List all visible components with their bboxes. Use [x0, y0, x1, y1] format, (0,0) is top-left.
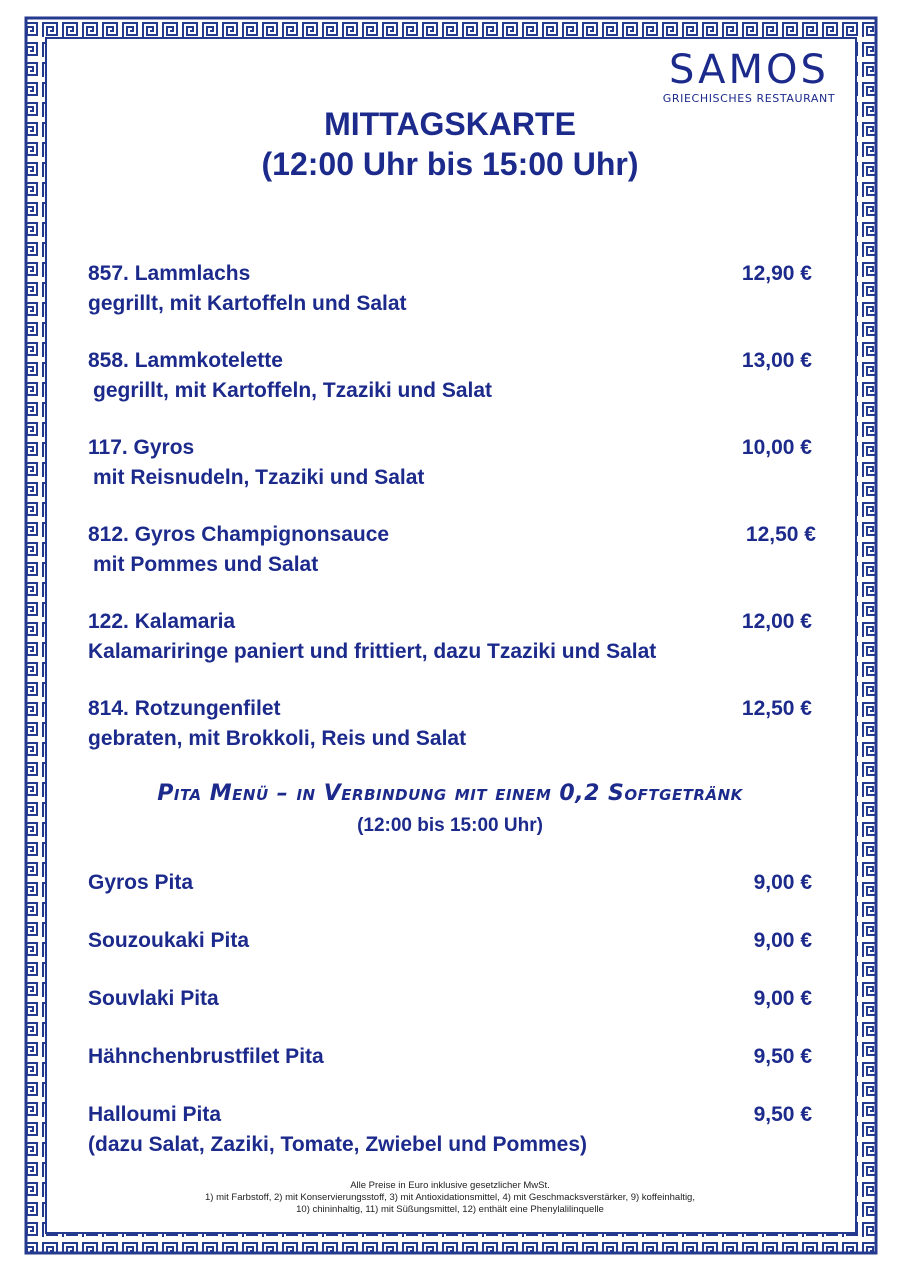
title-line-2: (12:00 Uhr bis 15:00 Uhr) — [261, 146, 639, 182]
item-name: 122. Kalamaria — [88, 610, 236, 633]
item-name: Gyros Pita — [88, 871, 194, 894]
pita-item — [88, 869, 812, 897]
restaurant-logo — [644, 48, 854, 105]
item-name: 858. Lammkotelette — [88, 349, 283, 372]
item-name: 814. Rotzungenfilet — [88, 697, 281, 720]
title-line-1: MITTAGSKARTE — [324, 106, 576, 142]
item-name: 117. Gyros — [88, 436, 195, 459]
menu-item — [88, 347, 812, 405]
pita-item — [88, 1043, 812, 1071]
item-price: 9,00 € — [753, 871, 812, 894]
menu-item — [88, 260, 812, 318]
item-name: Hähnchenbrustfilet Pita — [88, 1045, 324, 1068]
pita-section-subtitle: (12:00 bis 15:00 Uhr) — [357, 815, 543, 836]
item-price: 12,00 € — [741, 610, 812, 633]
pita-item — [88, 985, 812, 1013]
item-description: (dazu Salat, Zaziki, Tomate, Zwiebel und Pommes) — [88, 1133, 588, 1156]
item-description: mit Reisnudeln, Tzaziki und Salat — [93, 466, 425, 489]
menu-item — [88, 521, 816, 579]
item-price: 10,00 € — [741, 436, 812, 459]
item-name: 857. Lammlachs — [88, 262, 251, 285]
footer-line-3: 10) chininhaltig, 11) mit Süßungsmittel, 12) enthält eine Phenylalilinquelle — [296, 1204, 604, 1215]
menu-item — [88, 608, 812, 666]
item-price: 12,90 € — [741, 262, 812, 285]
item-description: gebraten, mit Brokkoli, Reis und Salat — [88, 727, 467, 750]
menu-item — [88, 695, 812, 753]
menu-item — [88, 434, 812, 492]
page-title — [0, 104, 900, 184]
item-description: gegrillt, mit Kartoffeln und Salat — [88, 292, 407, 315]
item-price: 9,50 € — [753, 1103, 812, 1126]
footer-notes — [0, 1180, 900, 1216]
pita-section-title: Pita Menü – in Verbindung mit einem 0,2 Softgetränk — [157, 781, 743, 806]
item-description: Kalamariringe paniert und frittiert, dazu Tzaziki und Salat — [88, 640, 657, 663]
item-price: 13,00 € — [741, 349, 812, 372]
pita-item — [88, 1101, 812, 1159]
pita-item — [88, 927, 812, 955]
footer-line-1: Alle Preise in Euro inklusive gesetzlicher MwSt. — [350, 1180, 550, 1191]
item-description: mit Pommes und Salat — [93, 553, 319, 576]
footer-line-2: 1) mit Farbstoff, 2) mit Konservierungsstoff, 3) mit Antioxidationsmittel, 4) mit Geschmacksverstärker, 9) koffeinhaltig, — [205, 1192, 695, 1203]
item-name: 812. Gyros Champignonsauce — [88, 523, 390, 546]
item-price: 12,50 € — [741, 697, 812, 720]
item-price: 9,00 € — [753, 987, 812, 1010]
item-name: Souzoukaki Pita — [88, 929, 250, 952]
item-name: Halloumi Pita — [88, 1103, 222, 1126]
item-price: 9,00 € — [753, 929, 812, 952]
item-description: gegrillt, mit Kartoffeln, Tzaziki und Salat — [93, 379, 493, 402]
item-price: 12,50 € — [745, 523, 816, 546]
item-price: 9,50 € — [753, 1045, 812, 1068]
logo-name: SAMOS — [669, 47, 829, 93]
logo-subtitle: GRIECHISCHES RESTAURANT — [662, 92, 836, 105]
item-name: Souvlaki Pita — [88, 987, 219, 1010]
